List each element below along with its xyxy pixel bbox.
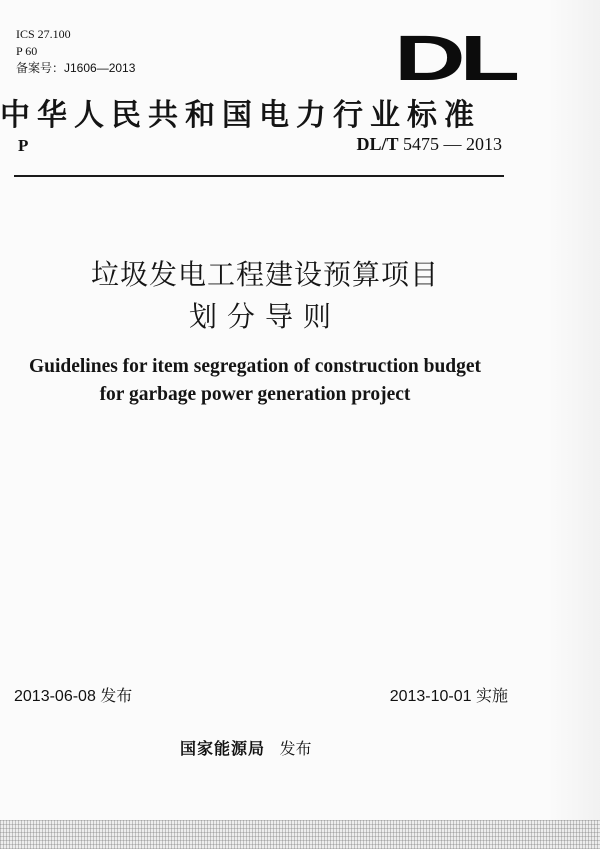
category-letter: P [18,136,29,155]
class-code: P 60 [16,44,38,58]
standard-number [356,134,502,155]
scan-noise-band [0,820,600,849]
english-title-line-2: for garbage power generation project [99,384,411,405]
header-divider [14,175,504,177]
filing-number: 备案号：J1606—2013 [16,61,136,75]
chinese-title-line-1: 垃圾发电工程建设预算项目 [90,258,439,291]
implementation-date: 2013-10-01 实施 [389,688,508,705]
chinese-title [70,254,460,338]
metadata-block [16,26,135,77]
publisher-org: 国家能源局 [180,739,266,758]
chinese-title-line-2: 划分导则 [188,300,341,333]
standard-type-heading: 中华人民共和国电力行业标准 [0,98,481,133]
ics-code: ICS 27.100 [16,27,71,41]
standard-number-prefix: DL/T [356,134,399,154]
scan-edge-shadow [548,0,600,849]
publisher-action: 发布 [279,741,312,758]
publisher [180,736,311,759]
issue-date: 2013-06-08 发布 [14,688,133,705]
english-title-line-1: Guidelines for item segregation of construction budget [28,356,482,377]
english-title [0,353,510,409]
standard-number-value: 5475 — 2013 [403,134,502,154]
dl-logo: DL [394,22,514,94]
